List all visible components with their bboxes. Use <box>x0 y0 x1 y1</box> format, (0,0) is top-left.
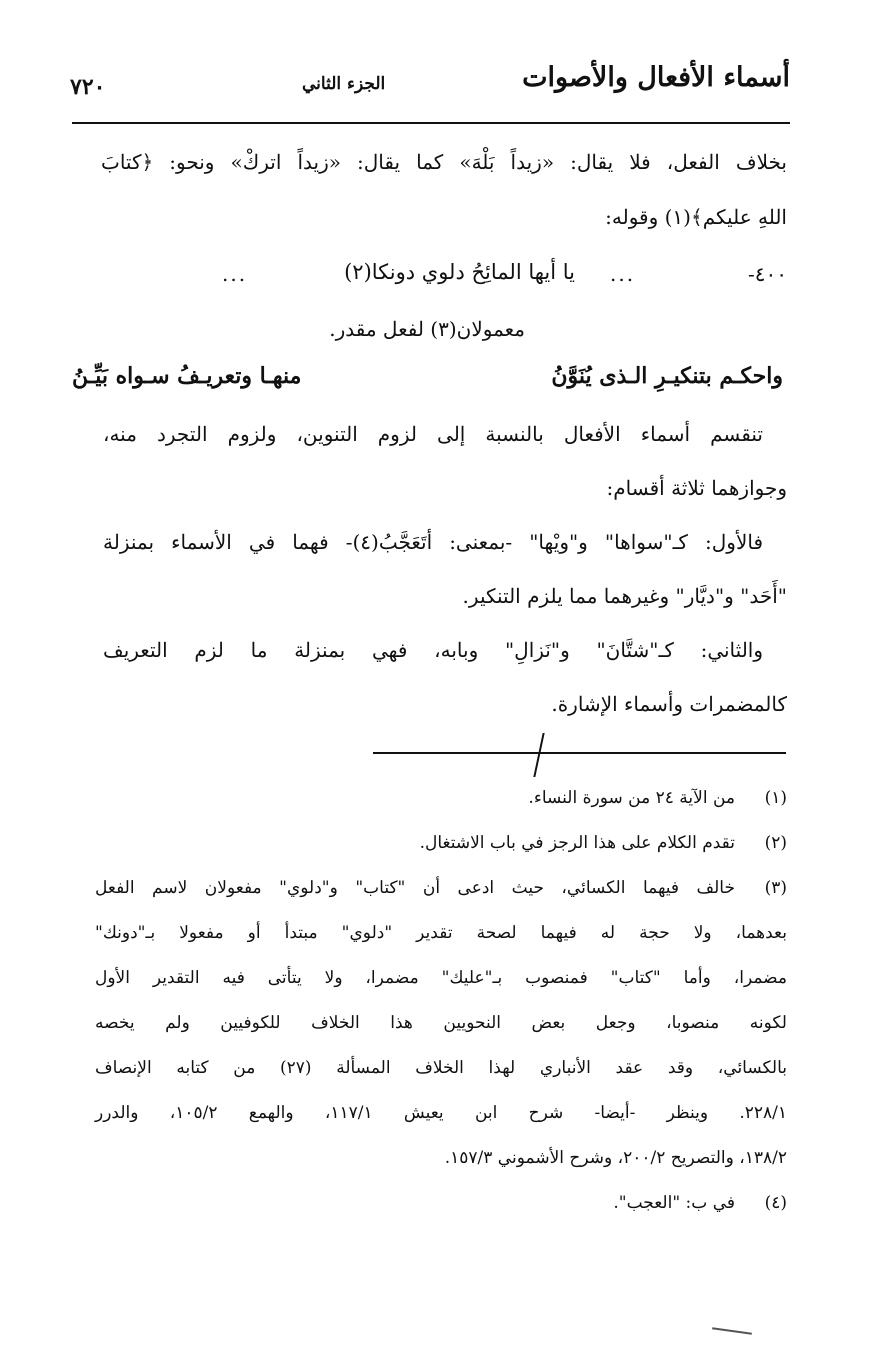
footnote-3-line-3: مضمرا، وأما "كتاب" فمنصوب بـ"عليك" مضمرا، ولا يتأتى فيه التقدير الأول <box>95 968 787 988</box>
footnote-3-line-4: لكونه منصوبا، وجعل بعض النحويين هذا الخلاف للكوفيين ولم يخصه <box>95 1013 787 1033</box>
verse-text: يا أيها المائِحُ دلوي دونكا(٢) <box>344 260 575 284</box>
para3-line2: كالمضمرات وأسماء الإشارة. <box>551 692 787 716</box>
para2-line2: "أَحَد" و"ديَّار" وغيرهما مما يلزم التنكير. <box>462 584 787 608</box>
footnote-1-text: من الآية ٢٤ من سورة النساء. <box>528 788 735 808</box>
header-rule <box>72 122 790 124</box>
verse-dots-left: ... <box>222 262 248 286</box>
chapter-title: أسماء الأفعال والأصوات <box>522 62 790 93</box>
para1-line2: وجوازهما ثلاثة أقسام: <box>606 476 787 500</box>
para1-line1: تنقسم أسماء الأفعال بالنسبة إلى لزوم التنوين، ولزوم التجرد منه، <box>103 422 763 446</box>
body-line-1: بخلاف الفعل، فلا يقال: «زيداً بَلْهَ» كما يقال: «زيداً اتركْ» ونحو: ﴿كتابَ <box>101 150 787 174</box>
footnote-3-line-2: بعدهما، ولا حجة له فيهما لصحة تقدير "دلوي" مبتدأ أو مفعولا بـ"دونك" <box>95 923 787 943</box>
verse-number: ٤٠٠- <box>748 262 787 286</box>
alfiya-verse-second-hemistich: منهـا وتعريـفُ سـواه بَيِّـنُ <box>72 363 302 389</box>
footnote-1-number: (١) <box>764 788 787 808</box>
footnote-2-number: (٢) <box>764 833 787 853</box>
volume-label: الجزء الثاني <box>302 74 386 94</box>
footnote-3-line-6: ٢٢٨/١. وينظر -أيضا- شرح ابن يعيش ١١٧/١، والهمع ١٠٥/٢، والدرر <box>95 1103 787 1123</box>
footnote-separator <box>373 752 786 754</box>
para3-line1: والثاني: كـ"شتَّانَ" و"نَزالِ" وبابه، فهي بمنزلة ما لزم التعريف <box>103 638 763 662</box>
footnote-3-line-7: ١٣٨/٢، والتصريح ٢٠٠/٢، وشرح الأشموني ١٥٧/٣. <box>444 1148 787 1168</box>
verse-dots-right: ... <box>610 262 636 286</box>
para2-line1: فالأول: كـ"سواها" و"ويْها" -بمعنى: أتَعَجَّبُ(٤)- فهما في الأسماء بمنزلة <box>103 530 763 554</box>
footnote-3-line-5: بالكسائي، وقد عقد الأنباري لهذا الخلاف المسألة (٢٧) من كتابه الإنصاف <box>95 1058 788 1078</box>
alfiya-verse-first-hemistich: واحكـم بتنكيـرِ الـذى يُنَوَّنُ <box>551 363 783 389</box>
ink-mark <box>533 733 544 777</box>
footnote-4-number: (٤) <box>764 1193 787 1213</box>
footnote-2-text: تقدم الكلام على هذا الرجز في باب الاشتغال. <box>419 833 735 853</box>
footnote-3-line-1: خالف فيهما الكسائي، حيث ادعى أن "كتاب" و"دلوي" مفعولان لاسم الفعل <box>95 878 735 898</box>
scan-edge-mark <box>712 1327 752 1335</box>
footnote-4-text: في ب: "العجب". <box>613 1193 735 1213</box>
running-header <box>70 62 790 112</box>
body-line-2: اللهِ عليكم﴾(١) وقوله: <box>605 205 787 229</box>
body-line-4: معمولان(٣) لفعل مقدر. <box>329 317 525 341</box>
page-number: ٧٢٠ <box>70 74 106 100</box>
footnote-3-number: (٣) <box>764 878 787 898</box>
